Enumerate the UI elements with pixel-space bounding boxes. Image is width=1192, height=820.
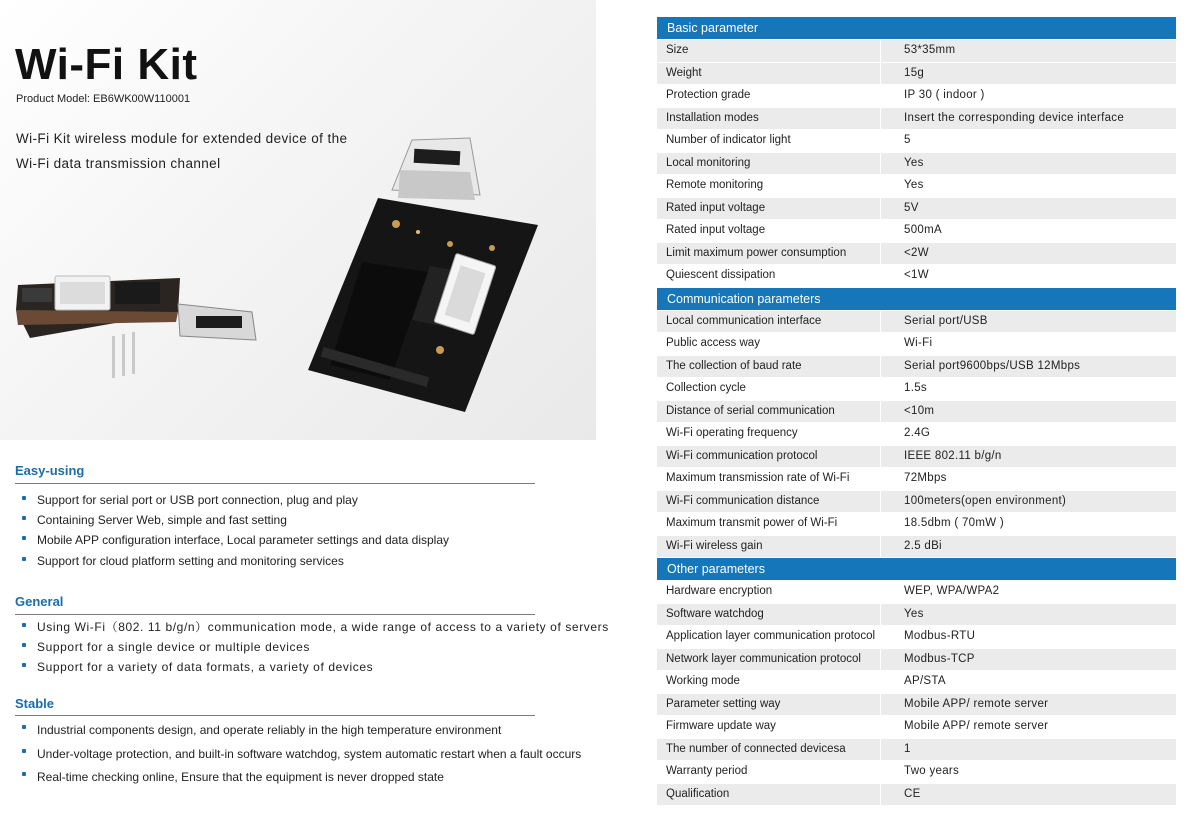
table-row (657, 220, 1176, 242)
spec-label: Parameter setting way (666, 697, 781, 710)
section-divider (15, 614, 535, 615)
spec-label: Wi-Fi communication distance (666, 494, 820, 507)
feature-list-general (22, 617, 609, 677)
spec-value: Insert the corresponding device interface (904, 111, 1125, 124)
spec-value: IP 30 ( indoor ) (904, 89, 985, 101)
product-description-line-1: Wi-Fi Kit wireless module for extended device of the (16, 131, 348, 146)
spec-value: Yes (904, 179, 924, 191)
product-title: Wi-Fi Kit (15, 40, 198, 89)
spec-label: Remote monitoring (666, 179, 764, 191)
spec-value: 500mA (904, 224, 942, 236)
spec-label: Rated input voltage (666, 201, 766, 214)
spec-section-header-communication: Communication parameters (657, 288, 1176, 310)
spec-label: Maximum transmit power of Wi-Fi (666, 517, 838, 529)
spec-value: Modbus-TCP (904, 652, 975, 665)
spec-value: 18.5dbm ( 70mW ) (904, 517, 1005, 529)
spec-value: 72Mbps (904, 472, 947, 484)
spec-value: Mobile APP/ remote server (904, 697, 1049, 710)
table-row (657, 175, 1176, 197)
list-item: Industrial components design, and operate reliably in the high temperature environment (22, 719, 581, 743)
product-photo (0, 0, 596, 440)
table-row (657, 153, 1176, 175)
section-divider (15, 483, 535, 484)
spec-label: Protection grade (666, 89, 751, 101)
spec-value: Yes (904, 156, 924, 169)
spec-label: Firmware update way (666, 720, 776, 732)
spec-label: Wi-Fi wireless gain (666, 539, 763, 552)
table-row (657, 626, 1176, 648)
table-row (657, 694, 1176, 716)
spec-value: <10m (904, 404, 935, 417)
spec-label: Hardware encryption (666, 585, 773, 597)
feature-list-easy-using (22, 490, 449, 571)
spec-label: Size (666, 44, 689, 56)
list-item: Using Wi-Fi（802. 11 b/g/n）communication mode, a wide range of access to a variety of servers (22, 617, 609, 637)
spec-label: The number of connected devicesa (666, 742, 846, 755)
spec-value: 100meters(open environment) (904, 494, 1067, 507)
table-row (657, 604, 1176, 626)
spec-value: Modbus-RTU (904, 630, 976, 642)
spec-label: Installation modes (666, 111, 759, 124)
table-row (657, 243, 1176, 265)
table-row (657, 333, 1176, 355)
spec-label: Collection cycle (666, 382, 746, 394)
table-row (657, 536, 1176, 558)
spec-label: Weight (666, 66, 702, 79)
table-row (657, 63, 1176, 85)
spec-label: Wi-Fi communication protocol (666, 449, 818, 462)
spec-table (657, 17, 1176, 806)
table-row (657, 108, 1176, 130)
spec-label: Wi-Fi operating frequency (666, 427, 798, 439)
spec-label: Local monitoring (666, 156, 751, 169)
module-side-view (16, 276, 256, 378)
spec-value: 15g (904, 66, 925, 79)
table-row (657, 265, 1176, 287)
list-item: Containing Server Web, simple and fast setting (22, 510, 449, 530)
spec-value: AP/STA (904, 675, 946, 687)
list-item: Mobile APP configuration interface, Local parameter settings and data display (22, 530, 449, 550)
spec-label: Maximum transmission rate of Wi-Fi (666, 472, 850, 484)
spec-value: CE (904, 787, 921, 800)
spec-value: 1 (904, 742, 911, 755)
table-row (657, 423, 1176, 445)
list-item: Support for a variety of data formats, a variety of devices (22, 657, 609, 677)
spec-label: Qualification (666, 787, 730, 800)
spec-label: Quiescent dissipation (666, 269, 776, 281)
list-item: Support for a single device or multiple devices (22, 637, 609, 657)
spec-value: Mobile APP/ remote server (904, 720, 1049, 732)
spec-label: Warranty period (666, 765, 748, 777)
spec-value: 2.5 dBi (904, 539, 942, 552)
product-description-line-2: Wi-Fi data transmission channel (16, 156, 221, 171)
table-row (657, 378, 1176, 400)
spec-value: Yes (904, 607, 924, 620)
table-row (657, 446, 1176, 468)
spec-label: Working mode (666, 675, 740, 687)
section-divider (15, 715, 535, 716)
spec-label: Software watchdog (666, 607, 764, 620)
table-row (657, 401, 1176, 423)
spec-value: 2.4G (904, 427, 931, 439)
spec-value: <2W (904, 246, 929, 259)
table-row (657, 491, 1176, 513)
table-row (657, 739, 1176, 761)
spec-value: IEEE 802.11 b/g/n (904, 449, 1002, 462)
feature-section-title-general: General (15, 594, 64, 609)
spec-label: Local communication interface (666, 314, 822, 327)
module-top-view (308, 138, 538, 412)
spec-value: Serial port9600bps/USB 12Mbps (904, 359, 1081, 372)
list-item: Real-time checking online, Ensure that the equipment is never dropped state (22, 766, 581, 790)
table-row (657, 356, 1176, 378)
list-item: Support for serial port or USB port connection, plug and play (22, 490, 449, 510)
table-row (657, 513, 1176, 535)
spec-label: Network layer communication protocol (666, 652, 861, 665)
table-row (657, 649, 1176, 671)
table-row (657, 716, 1176, 738)
spec-section-header-other: Other parameters (657, 558, 1176, 580)
table-row (657, 311, 1176, 333)
table-row (657, 761, 1176, 783)
spec-label: Number of indicator light (666, 134, 791, 146)
spec-value: Two years (904, 765, 960, 777)
feature-section-title-easy-using: Easy-using (15, 463, 85, 478)
spec-label: Application layer communication protocol (666, 630, 876, 642)
table-row (657, 40, 1176, 62)
spec-value: 53*35mm (904, 44, 956, 56)
product-hero (0, 0, 596, 440)
product-model: Product Model: EB6WK00W110001 (16, 93, 191, 105)
spec-value: <1W (904, 269, 929, 281)
spec-value: WEP, WPA/WPA2 (904, 585, 1000, 597)
spec-value: 5 (904, 134, 911, 146)
list-item: Support for cloud platform setting and monitoring services (22, 551, 449, 571)
table-row (657, 671, 1176, 693)
spec-value: Wi-Fi (904, 337, 933, 349)
spec-value: 1.5s (904, 382, 927, 394)
spec-label: Distance of serial communication (666, 404, 835, 417)
table-row (657, 85, 1176, 107)
spec-label: The collection of baud rate (666, 359, 802, 372)
spec-label: Limit maximum power consumption (666, 246, 847, 259)
table-row (657, 130, 1176, 152)
spec-value: Serial port/USB (904, 314, 988, 327)
table-row (657, 784, 1176, 806)
table-row (657, 468, 1176, 490)
spec-label: Rated input voltage (666, 224, 766, 236)
feature-section-title-stable: Stable (15, 696, 55, 711)
spec-section-header-basic: Basic parameter (657, 17, 1176, 39)
spec-label: Public access way (666, 337, 760, 349)
list-item: Under-voltage protection, and built-in software watchdog, system automatic restart when a fault occurs (22, 743, 581, 767)
feature-list-stable (22, 719, 581, 790)
spec-value: 5V (904, 201, 919, 214)
table-row (657, 198, 1176, 220)
table-row (657, 581, 1176, 603)
